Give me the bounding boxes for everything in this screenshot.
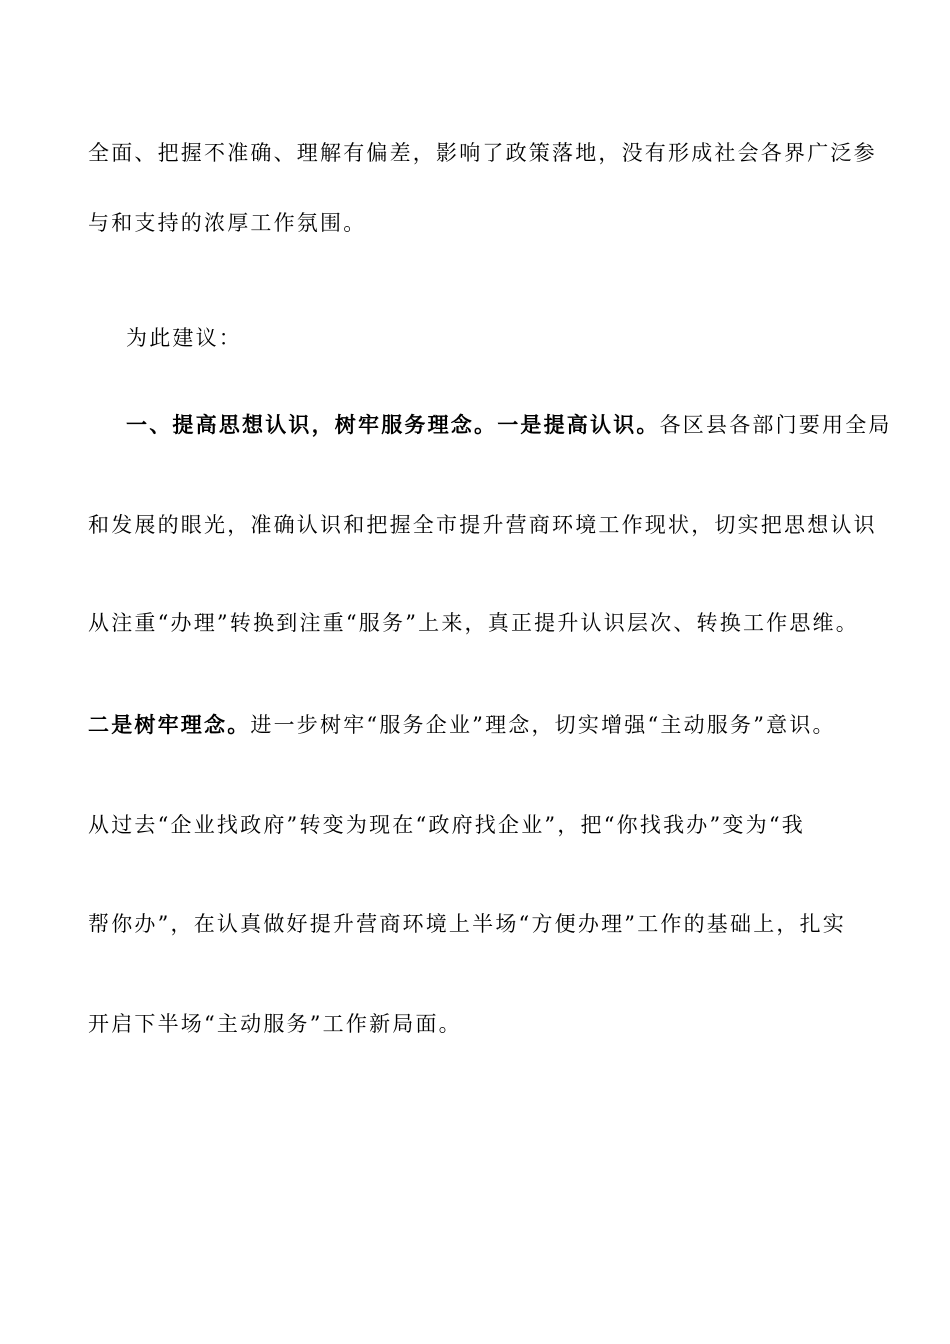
- paragraph-3-line-2: 和发展的眼光，准确认识和把握全市提升营商环境工作现状，切实把思想认识: [88, 513, 877, 537]
- sub-heading-1: 一是提高认识。: [497, 412, 660, 437]
- paragraph-3-line-7: 开启下半场“主动服务”工作新局面。: [88, 1012, 462, 1036]
- paragraph-3-line-6: 帮你办”，在认真做好提升营商环境上半场“方便办理”工作的基础上，扎实: [88, 912, 847, 936]
- paragraph-1-line-1: 全面、把握不准确、理解有偏差，影响了政策落地，没有形成社会各界广泛参: [88, 141, 877, 165]
- paragraph-3-line-1: [126, 405, 906, 445]
- paragraph-3-line-5: 从过去“企业找政府”转变为现在“政府找企业”，把“你找我办”变为“我: [88, 813, 805, 837]
- paragraph-1-line-2: 与和支持的浓厚工作氛围。: [88, 211, 367, 235]
- paragraph-2-line-1: 为此建议：: [126, 326, 242, 350]
- paragraph-3-line-4-rest: 进一步树牢“服务企业”理念，切实增强“主动服务”意识。: [250, 713, 836, 737]
- sub-heading-2: 二是树牢理念。: [88, 712, 251, 737]
- paragraph-3-line-4: [88, 705, 868, 745]
- section-heading: 一、提高思想认识，树牢服务理念。: [126, 412, 498, 437]
- paragraph-3-line-1-rest: 各区县各部门要用全局: [659, 413, 892, 437]
- paragraph-3-line-3: 从注重“办理”转换到注重“服务”上来，真正提升认识层次、转换工作思维。: [88, 611, 859, 635]
